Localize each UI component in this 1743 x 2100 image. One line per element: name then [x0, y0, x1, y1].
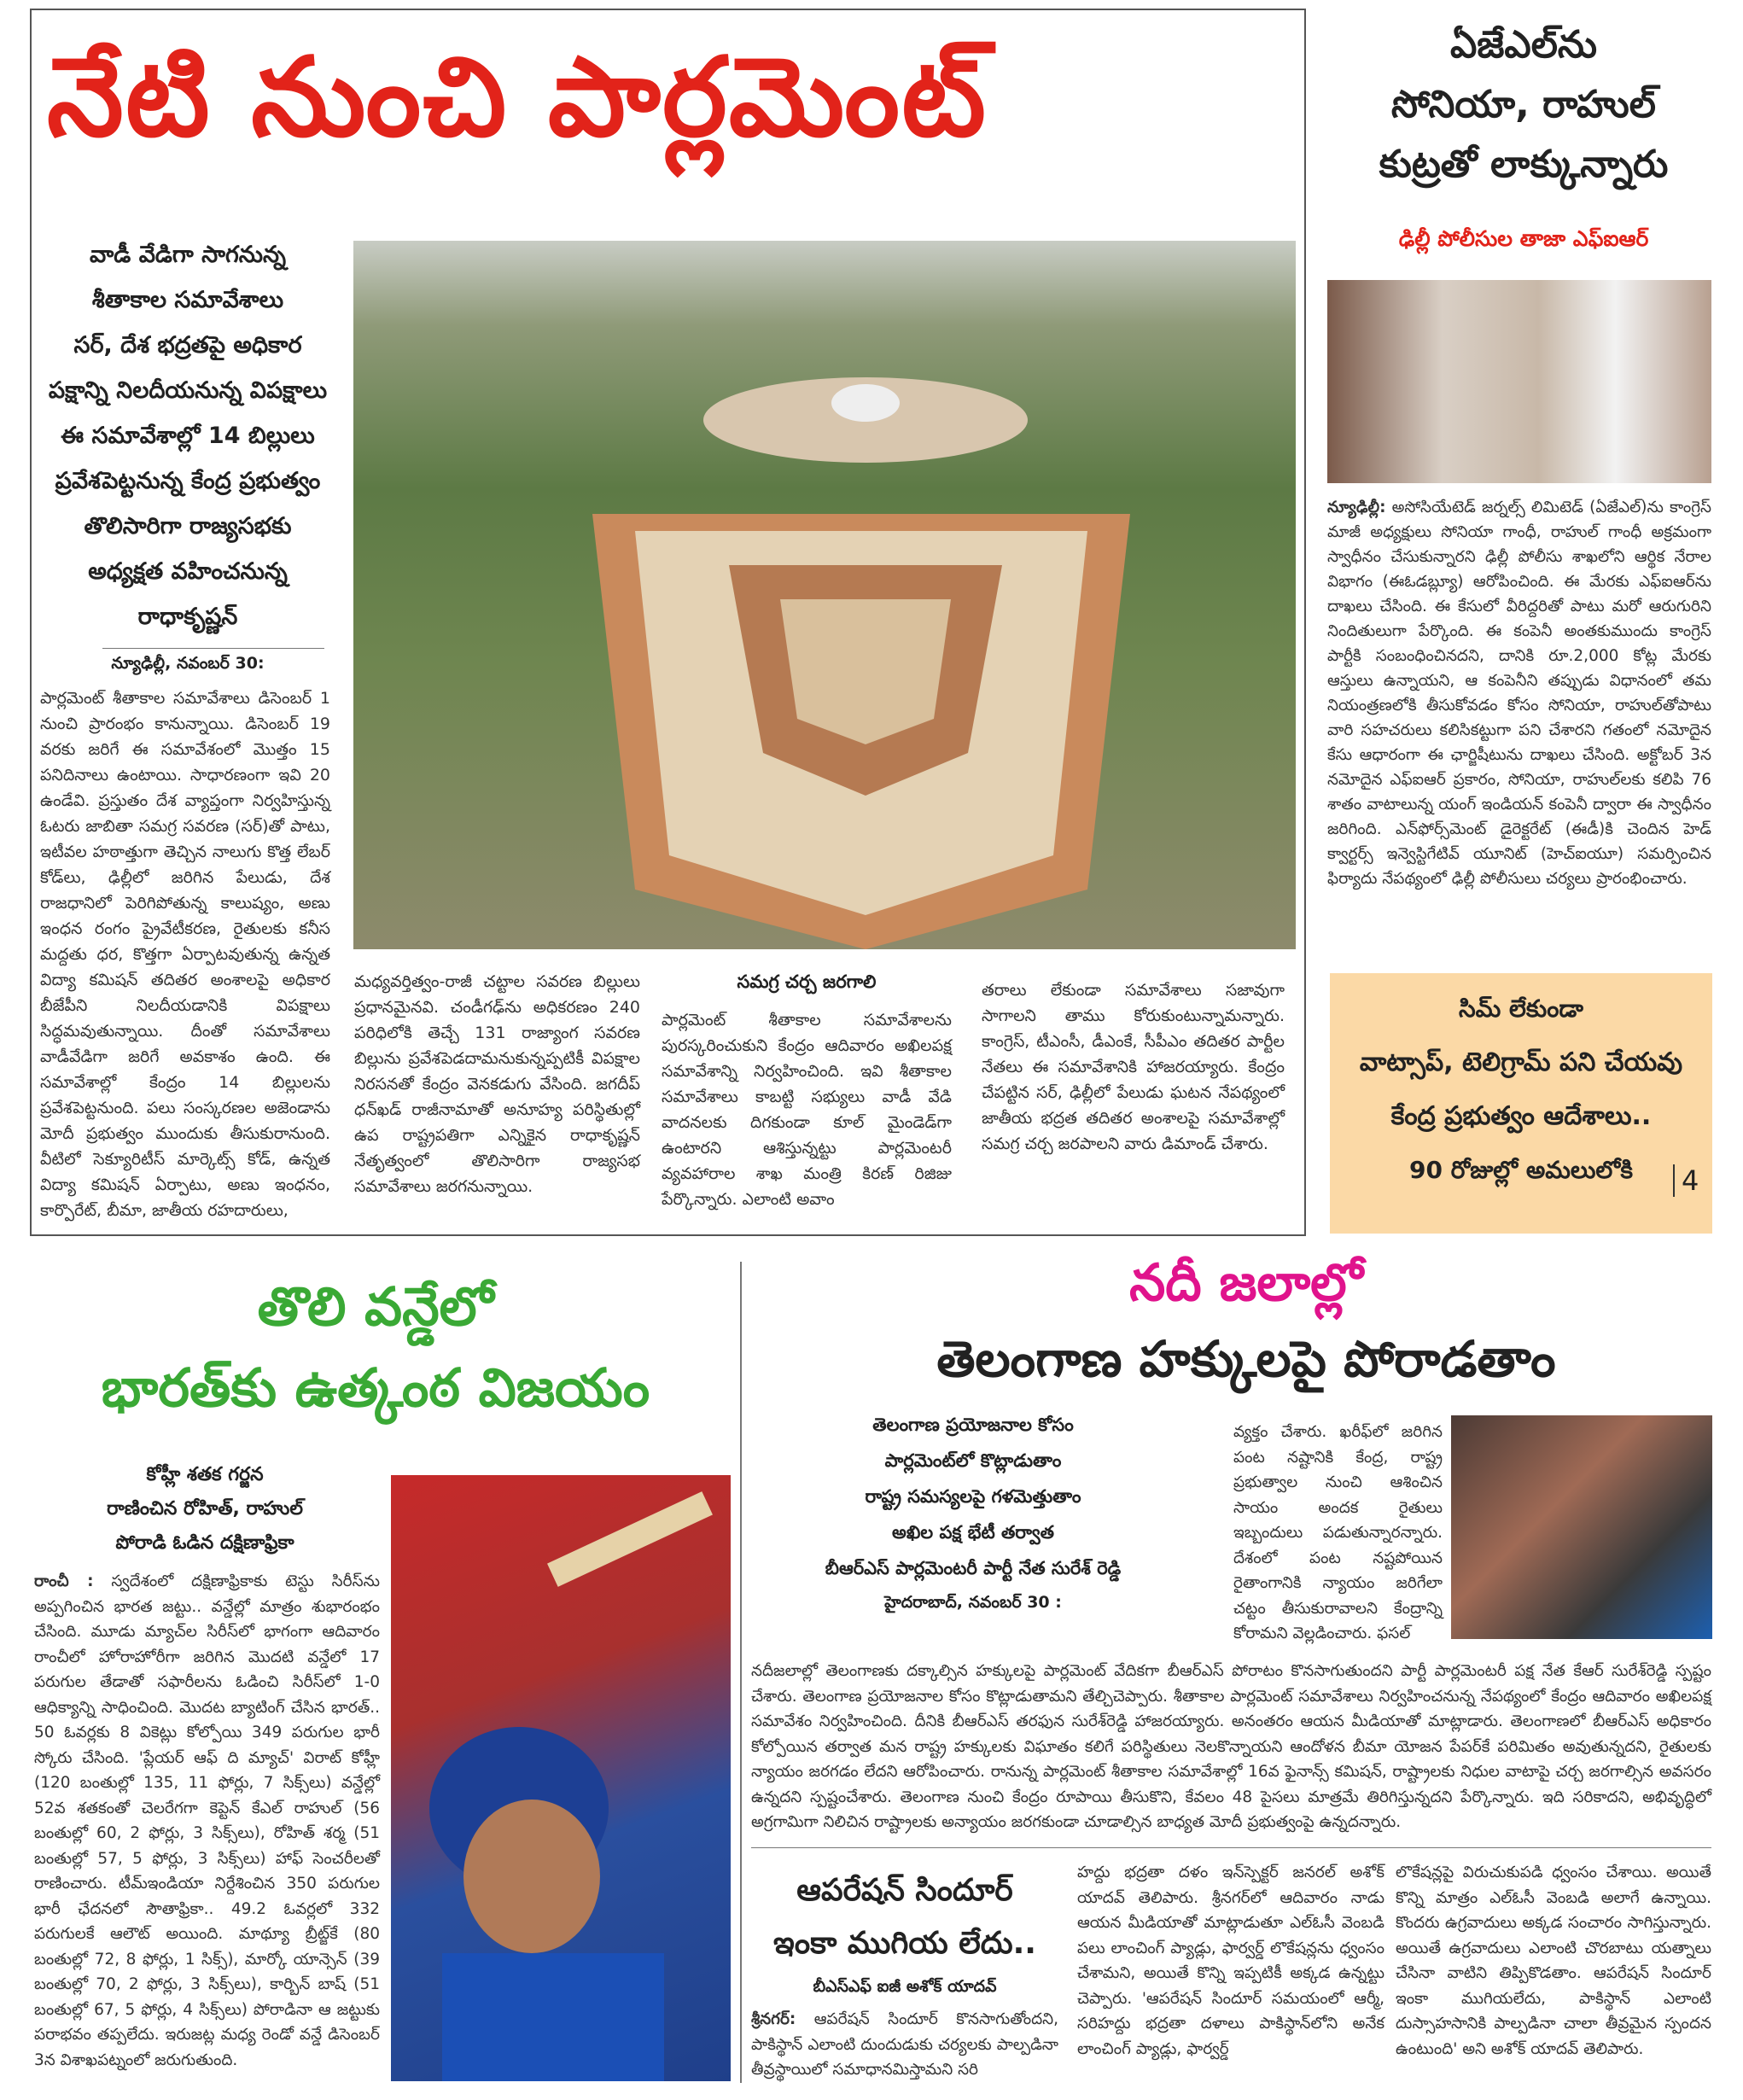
- subhead: తెలంగాణ ప్రయోజనాల కోసం: [872, 1415, 1074, 1435]
- sim-box-text: [1330, 982, 1712, 1197]
- parliament-photo: [353, 241, 1296, 949]
- divider: [751, 1847, 1711, 1848]
- subhead: రాష్ట్ర సమస్యలపై గళమెత్తుతాం: [865, 1486, 1081, 1507]
- sindoor-dateline: శ్రీనగర్:: [751, 2010, 796, 2028]
- subhead: ఈ సమావేశాల్లో 14 బిల్లులు: [61, 423, 315, 449]
- cricket-body-text: స్వదేశంలో దక్షిణాఫ్రికాకు టెస్టు సిరీస్‌ను అప్పగించిన భారత జట్టు.. వన్డేల్లో మాత్రం శుభారంభం చేసింది. మూడు మ్యాచ్‌ల సిరీస్‌లో భాగంగా ఆదివారం రాంచీలో హోరాహోరీగా జరిగిన మొదటి వన్డేలో 17 పరుగుల తేడాతో సఫారీలను ఓడించి సిరీస్‌లో 1-0 ఆధిక్యాన్ని సాధించింది. మొదట బ్యాటింగ్ చేసిన భారత్.. 50 ఓవర్లకు 8 వికెట్లు కోల్పోయి 349 పరుగుల భారీ స్కోరు చేసింది. 'ప్లేయర్ ఆఫ్ ది మ్యాచ్' విరాట్ కోహ్లీ (120 బంతుల్లో 135, 11 ఫోర్లు, 7 సిక్స్‌లు) వన్డేల్లో 52వ శతకంతో చెలరేగగా కెప్టెన్ కేఎల్ రాహుల్ (56 బంతుల్లో 60, 2 ఫోర్లు, 3 సిక్స్‌లు), రోహిత్ శర్మ (51 బంతుల్లో 57, 5 ఫోర్లు, 3 సిక్స్‌లు) హాఫ్ సెంచరీలతో రాణించారు. టీమ్‌ఇండియా నిర్దేశించిన 350 పరుగుల భారీ ఛేదనలో సౌతాఫ్రికా.. 49.2 ఓవర్లలో 332 పరుగులకే ఆలౌట్ అయింది. మాథ్యూ బ్రీట్జ్‌కే (80 బంతుల్లో 72, 8 ఫోర్లు, 1 సిక్స్), మార్కో యాన్సెన్ (39 బంతుల్లో 70, 2 ఫోర్లు, 3 సిక్స్‌లు), కార్బిన్ బాష్ (51 బంతుల్లో 67, 5 ఫోర్లు, 4 సిక్స్‌లు) పోరాడినా ఆ జట్టుకు పరాభవం తప్పలేదు. ఇరుజట్ల మధ్య రెండో వన్డే డిసెంబర్ 3న విశాఖపట్నంలో జరుగుతుంది.: [34, 1572, 380, 2069]
- kohli-photo: [391, 1475, 731, 2081]
- cricket-dateline: రాంచీ :: [34, 1572, 94, 1590]
- cricket-subheads: [34, 1458, 376, 1560]
- batsman-illustration: [391, 1475, 731, 2081]
- main-body: పార్లమెంట్ శీతాకాల సమావేశాలు డిసెంబర్ 1 నుంచి ప్రారంభం కానున్నాయి. డిసెంబర్ 19 వరకు జరిగే ఈ సమావేశంలో మొత్తం 15 పనిదినాలు ఉంటాయి. సాధారణంగా ఇవి 20 ఉండేవి. ప్రస్తుతం దేశ వ్యాప్తంగా నిర్వహిస్తున్న ఓటరు జాబితా సమగ్ర సవరణ (సర్)తో పాటు, ఇటీవల హఠాత్తుగా తెచ్చిన నాలుగు కొత్త లేబర్ కోడ్‌లు, ఢిల్లీలో జరిగిన పేలుడు, దేశ రాజధానిలో పెరిగిపోతున్న కాలుష్యం, అణు ఇంధన రంగం ప్రైవేటీకరణ, రైతులకు కనీస మద్దతు ధర, కొత్తగా ఏర్పాటవుతున్న ఉన్నత విద్యా కమిషన్ తదితర అంశాలపై అధికార బీజేపీని నిలదీయడానికి విపక్షాలు సిద్ధమవుతున్నాయి. దీంతో సమావేశాలు వాడీవేడిగా జరిగే అవకాశం ఉంది. ఈ సమావేశాల్లో కేంద్రం 14 బిల్లులను ప్రవేశపెట్టనుంది. పలు సంస్కరణల అజెండాను మోదీ ప్రభుత్వం ముందుకు తీసుకురానుంది. వీటిలో సెక్యూరిటీస్ మార్కెట్స్ కోడ్, ఉన్నత విద్యా కమిషన్ ఏర్పాటు, అణు ఇంధనం, కార్పొరేట్, బీమా, జాతీయ రహదారులు,: [40, 689, 330, 1220]
- headline-line: సోనియా, రాహుల్: [1391, 83, 1656, 126]
- subhead: బీఆర్ఎస్ పార్లమెంటరీ పార్టీ నేత సురేశ్ రెడ్డి: [825, 1558, 1122, 1578]
- sim-line: 90 రోజుల్లో అమలులోకి: [1409, 1156, 1633, 1184]
- sindoor-col1-text: ఆపరేషన్ సిందూర్ కొనసాగుతోందని, పాకిస్థాన్ ఎలాంటి దుందుడుకు చర్యలకు పాల్పడినా తీవ్రస్థాయిలో సమాధానమిస్తామని సరి: [751, 2010, 1059, 2079]
- headline-line: భారత్‌కు ఉత్కంఠ విజయం: [101, 1356, 650, 1419]
- sim-line: వాట్సాప్, టెలిగ్రామ్ పని చేయవు: [1359, 1047, 1683, 1077]
- ajl-body: [1327, 495, 1711, 891]
- brs-body: నదీజలాల్లో తెలంగాణకు దక్కాల్సిన హక్కులపై పార్లమెంట్ వేదికగా బీఆర్ఎస్ పోరాటం కొనసాగుతుందని పార్టీ పార్లమెంటరీ పక్ష నేత కేఆర్ సురేశ్‌రెడ్డి స్పష్టం చేశారు. తెలంగాణ ప్రయోజనాల కోసం కొట్లాడుతామని తేల్చిచెప్పారు. శీతాకాల పార్లమెంట్ సమావేశాలు నిర్వహించనున్న నేపథ్యంలో కేంద్రం ఆదివారం అఖిలపక్ష సమావేశం నిర్వహించింది. దీనికి బీఆర్ఎస్ తరఫున సురేశ్‌రెడ్డి హాజరయ్యారు. అనంతరం ఆయన మీడియాతో మాట్లాడారు. తెలంగాణలో బీఆర్ఎస్ అధికారం కోల్పోయిన తర్వాత మన రాష్ట్ర హక్కులకు విఘాతం కలిగే పరిస్థితులు నెలకొన్నాయని ఆందోళన బీమా యోజన పేపర్‌కే పరిమితం అవుతున్నదని, రైతులకు న్యాయం జరగడం లేదని ఆరోపించారు. రానున్న పార్లమెంట్ శీతాకాల సమావేశాల్లో 16వ ఫైనాన్స్ కమిషన్, రాష్ట్రాలకు నిధుల వాటాపై చర్చ జరగాల్సిన అవసరం ఉన్నదని స్పష్టంచేశారు. తెలంగాణ నుంచి కేంద్రం రూపాయి తీసుకొని, కేవలం 48 పైసలు మాత్రమే తిరిగిస్తున్నదని పేర్కొన్నారు. ఇది సరికాదని, అభివృద్ధిలో అగ్రగామిగా నిలిచిన రాష్ట్రాలకు అన్యాయం జరగకుండా చూడాల్సిన బాధ్యత మోదీ ప్రభుత్వంపై ఉన్నదన్నారు.: [751, 1662, 1711, 1831]
- headline-line: తొలి వన్డేలో: [257, 1275, 494, 1338]
- column-divider: [740, 1262, 742, 2083]
- subhead: సర్, దేశ భద్రతపై అధికార: [73, 332, 302, 359]
- subhead: తొలిసారిగా రాజ్యసభకు: [84, 513, 292, 540]
- sim-line: కేంద్ర ప్రభుత్వం ఆదేశాలు..: [1390, 1101, 1652, 1131]
- brs-subheads: [751, 1407, 1195, 1586]
- ajl-body-text: అసోసియేటెడ్ జర్నల్స్ లిమిటెడ్ (ఏజేఎల్)ను కాంగ్రెస్ మాజీ అధ్యక్షులు సోనియా గాంధీ, రాహుల్ గాంధీ అక్రమంగా స్వాధీనం చేసుకున్నారని ఢిల్లీ పోలీసు శాఖలోని ఆర్థిక నేరాల విభాగం (ఈఓడబ్ల్యూ) ఆరోపించింది. ఈ మేరకు ఎఫ్ఐఆర్‌ను దాఖలు చేసింది. ఈ కేసులో వీరిద్దరితో పాటు మరో ఆరుగురిని నిందితులుగా పేర్కొంది. ఈ కంపెనీ అంతకుముందు కాంగ్రెస్ పార్టీకి సంబంధించినదని, దానికి రూ.2,000 కోట్ల మేరకు ఆస్తులు ఉన్నాయని, ఆ కంపెనీని తప్పుడు విధానంలో తమ నియంత్రణలోకి తీసుకోవడం కోసం సోనియా, రాహుల్‌తోపాటు వారి సహచరులు కలిసికట్టుగా పని చేశారని గతంలో నమోదైన కేసు ఆధారంగా ఈ ఛార్జిషీటును దాఖలు చేసింది. అక్టోబర్ 3న నమోదైన ఎఫ్ఐఆర్ ప్రకారం, సోనియా, రాహుల్‌లకు కలిపి 76 శాతం వాటాలున్న యంగ్ ఇండియన్ కంపెనీ ద్వారా ఈ స్వాధీనం జరిగింది. ఎన్‌ఫోర్స్‌మెంట్ డైరెక్టరేట్ (ఈడీ)కి చెందిన హెడ్ క్వార్టర్స్ ఇన్వెస్టిగేటివ్ యూనిట్ (హెచ్ఐయూ) సమర్పించిన ఫిర్యాదు నేపథ్యంలో ఢిల్లీ పోలీసులు చర్యలు ప్రారంభించారు.: [1327, 499, 1711, 888]
- sindoor-col2: హద్దు భద్రతా దళం ఇన్‌స్పెక్టర్ జనరల్ అశోక్ యాదవ్ తెలిపారు. శ్రీనగర్‌లో ఆదివారం నాడు ఆయన మీడియాతో మాట్లాడుతూ ఎల్ఓసీ వెంబడి పలు లాంచింగ్ ప్యాడ్లు, ఫార్వర్డ్ లొకేషన్లను ధ్వంసం చేశామని, అయితే కొన్ని ఇప్పటికీ అక్కడ ఉన్నట్టు చెప్పారు. 'ఆపరేషన్ సిందూర్ సమయంలో ఆర్మీ, సరిహద్దు భద్రతా దళాలు పాకిస్థాన్‌లోని అనేక లాంచింగ్ ప్యాడ్లు, ఫార్వర్డ్: [1077, 1864, 1384, 2058]
- main-dateline: న్యూఢిల్లీ, నవంబర్ 30:: [111, 654, 265, 673]
- subhead: రాణించిన రోహిత్, రాహుల్: [107, 1498, 303, 1520]
- sindoor-byline: బీఎస్ఎఫ్ ఐజీ అశోక్ యాదవ్: [813, 1977, 997, 1996]
- subhead: వాడీ వేడిగా సాగనున్న: [90, 242, 286, 268]
- brs-side: వ్యక్తం చేశారు. ఖరీఫ్‌లో జరిగిన పంట నష్టానికి కేంద్ర, రాష్ట్ర ప్రభుత్వాల నుంచి ఆశించిన సాయం అందక రైతులు ఇబ్బందులు పడుతున్నారన్నారు. దేశంలో పంట నష్టపోయిన రైతాంగానికి న్యాయం జరిగేలా చట్టం తీసుకురావాలని కేంద్రాన్ని కోరామని వెల్లడించారు. ఫసల్: [1233, 1423, 1443, 1642]
- ajl-dateline: న్యూఢిల్లీ:: [1327, 499, 1386, 516]
- headline-line: ఏజేఎల్‌ను: [1449, 23, 1598, 67]
- sindoor-col1: [751, 2007, 1058, 2083]
- subhead: పార్లమెంట్‌లో కొట్లాడుతాం: [884, 1450, 1062, 1471]
- brs-headline: తెలంగాణ హక్కులపై పోరాడతాం: [936, 1330, 1556, 1388]
- main-col3: పార్లమెంట్ శీతాకాల సమావేశాలను పురస్కరించుకుని కేంద్రం ఆదివారం అఖిలపక్ష సమావేశాన్ని నిర్వహించింది. ఇవి శీతాకాల సమావేశాలు కాబట్టి సభ్యులు వాడీ వేడి వాదనలకు దిగకుండా కూల్ మైండెడ్‌గా ఉంటారని ఆశిస్తున్నట్టు పార్లమెంటరీ వ్యవహారాల శాఖ మంత్రి కిరణ్ రిజిజు పేర్కొన్నారు. ఎలాంటి అవాం: [662, 1011, 952, 1209]
- subhead: పోరాడి ఓడిన దక్షిణాఫ్రికా: [115, 1532, 294, 1554]
- sonia-rahul-photo: [1327, 280, 1711, 483]
- cricket-body: [34, 1569, 380, 2073]
- subhead: కోహ్లీ శతక గర్జన: [146, 1464, 264, 1485]
- subhead: శీతాకాల సమావేశాలు: [91, 287, 284, 313]
- suresh-reddy-photo: [1451, 1415, 1712, 1639]
- subhead: రాధాకృష్ణన్: [137, 604, 238, 630]
- col3-head: సమగ్ర చర్చ జరగాలి: [737, 971, 877, 992]
- brs-dateline: హైదరాబాద్, నవంబర్ 30 :: [884, 1593, 1062, 1612]
- divider: [102, 648, 324, 649]
- subhead: అఖిల పక్ష భేటీ తర్వాత: [892, 1522, 1054, 1543]
- parliament-building-illustration: [353, 241, 1296, 949]
- subhead: ప్రవేశపెట్టనున్న కేంద్ర ప్రభుత్వం: [55, 468, 321, 494]
- subhead: అధ్యక్షత వహించనున్న: [88, 558, 288, 585]
- page-ref: 4: [1673, 1164, 1699, 1197]
- ajl-headline: [1327, 15, 1720, 195]
- subhead: పక్షాన్ని నిలదీయనున్న విపక్షాలు: [48, 377, 328, 404]
- brs-kicker: నదీ జలాల్లో: [1129, 1253, 1363, 1313]
- sim-line: సిమ్ లేకుండా: [1459, 995, 1583, 1023]
- cricket-headline: [51, 1266, 700, 1428]
- headline-line: కుట్రతో లాక్కున్నారు: [1379, 143, 1669, 186]
- main-col4: తరాలు లేకుండా సమావేశాలు సజావుగా సాగాలని తాము కోరుకుంటున్నామన్నారు. కాంగ్రెస్, టీఎంసీ, డీఎంకే, సీపీఎం తదితర పార్టీల నేతలు ఈ సమావేశానికి హాజరయ్యారు. కేంద్రం చేపట్టిన సర్, ఢిల్లీలో పేలుడు ఘటన నేపథ్యంలో జాతీయ భద్రత తదితర అంశాలపై సమావేశాల్లో సమగ్ర చర్చ జరపాలని వారు డిమాండ్ చేశారు.: [982, 981, 1285, 1153]
- main-col2: మధ్యవర్తిత్వం-రాజీ చట్టాల సవరణ బిల్లులు ప్రధానమైనవి. చండీగఢ్‌ను అధికరణం 240 పరిధిలోకి తెచ్చే 131 రాజ్యాంగ సవరణ బిల్లును ప్రవేశపెడదామనుకున్నప్పటికీ విపక్షాల నిరసనతో కేంద్రం వెనకడుగు వేసింది. జగదీప్ ధన్‌ఖడ్ రాజీనామాతో అనూహ్య పరిస్థితుల్లో ఉప రాష్ట్రపతిగా ఎన్నికైన రాధాకృష్ణన్ నేతృత్వంలో తొలిసారిగా రాజ్యసభ సమావేశాలు జరగనున్నాయి.: [354, 972, 640, 1196]
- main-headline: నేటి నుంచి పార్లమెంట్: [47, 34, 988, 161]
- headline-line: ఇంకా ముగియ లేదు..: [773, 1926, 1036, 1961]
- headline-line: ఆపరేషన్ సిందూర్: [796, 1873, 1013, 1908]
- ajl-kicker: ఢిల్లీ పోలీసుల తాజా ఎఫ్ఐఆర్: [1398, 226, 1649, 251]
- main-subheads: [38, 232, 337, 639]
- sindoor-headline: [751, 1864, 1058, 1970]
- sindoor-col3: లొకేషన్లపై విరుచుకుపడి ధ్వంసం చేశాయి. అయితే కొన్ని మాత్రం ఎల్ఓసీ వెంబడి అలాగే ఉన్నాయి. కొందరు ఉగ్రవాదులు అక్కడ సంచారం సాగిస్తున్నారు. అయితే ఉగ్రవాదులు ఎలాంటి చొరబాటు యత్నాలు చేసినా వాటిని తిప్పికొడతాం. ఆపరేషన్ సిందూర్ ఇంకా ముగియలేదు, పాకిస్థాన్ ఎలాంటి దుస్సాహసానికి పాల్పడినా చాలా తీవ్రమైన స్పందన ఉంటుంది' అని అశోక్ యాదవ్ తెలిపారు.: [1396, 1864, 1711, 2058]
